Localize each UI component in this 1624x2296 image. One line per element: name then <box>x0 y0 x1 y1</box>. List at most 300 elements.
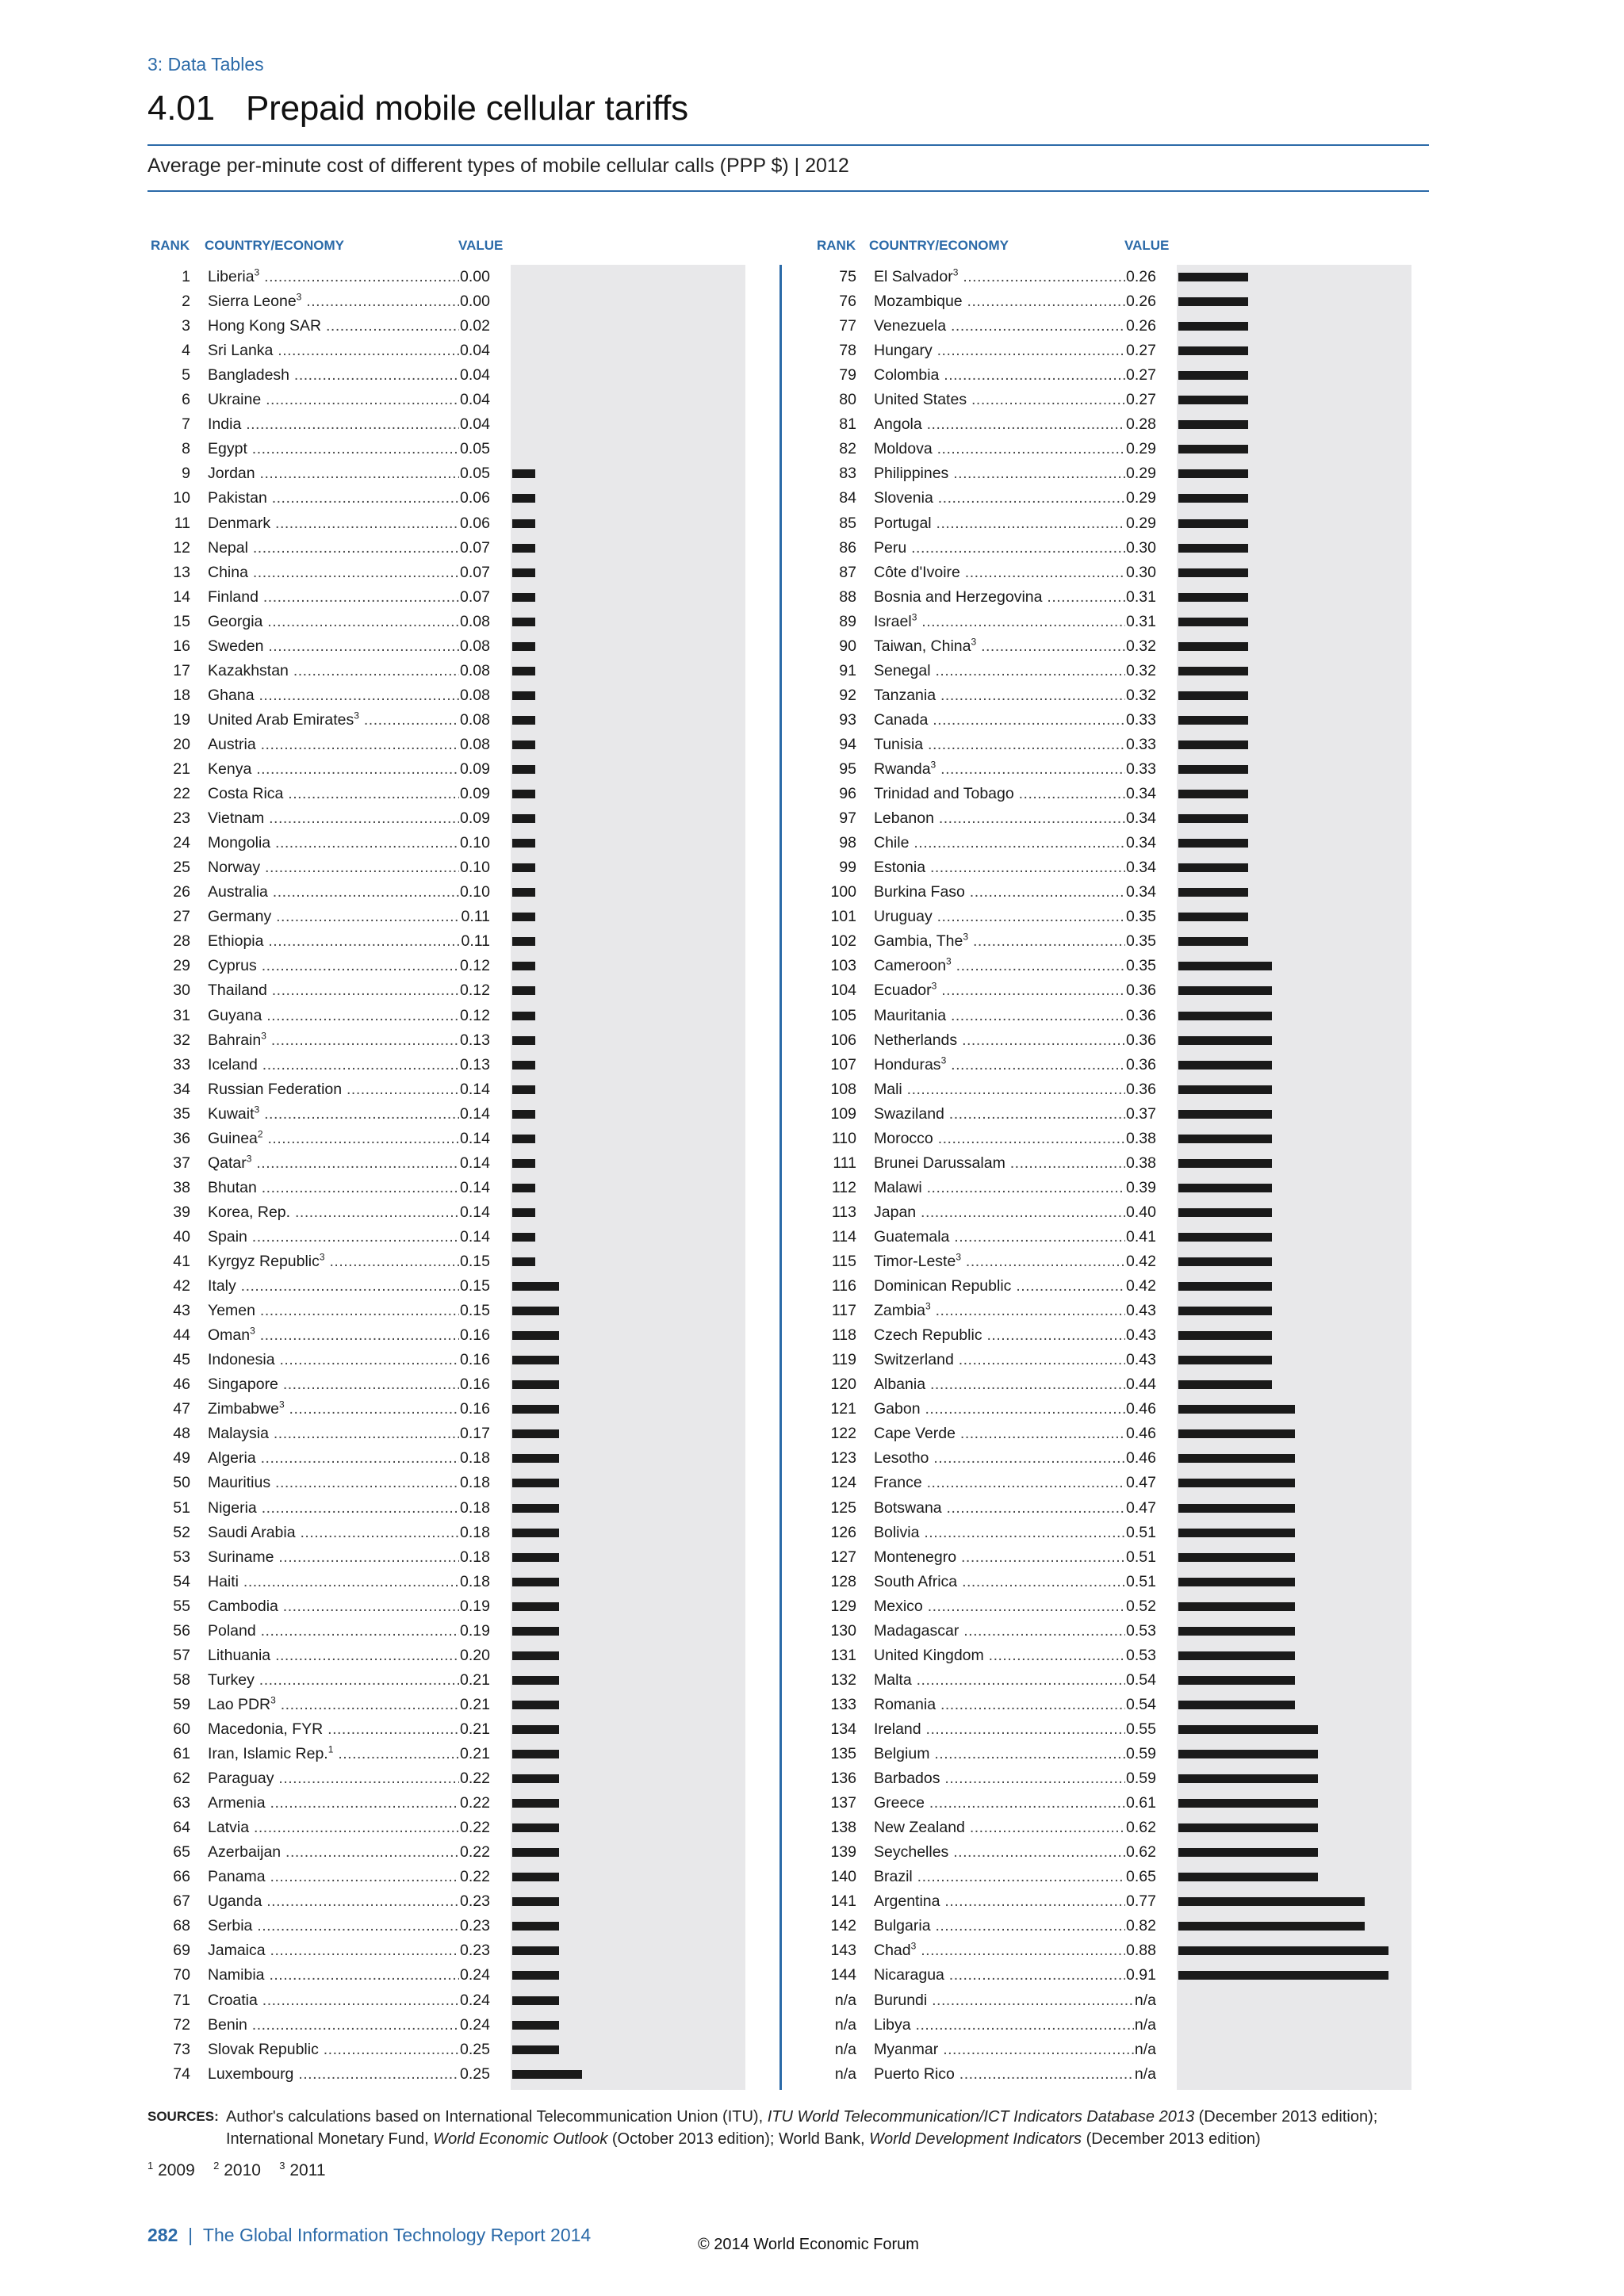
rank-cell: 18 <box>173 686 190 704</box>
country-cell <box>208 1225 469 1249</box>
country-name: Italy <box>208 1277 236 1295</box>
value-bar <box>512 2021 559 2030</box>
value-cell: 0.04 <box>459 412 490 437</box>
value-bar <box>512 1750 559 1758</box>
value-cell: 0.23 <box>459 1938 490 1963</box>
country-cell <box>874 1102 1136 1127</box>
rank-cell: 75 <box>839 268 856 285</box>
rank-cell: 73 <box>173 2040 190 2058</box>
value-bar <box>1178 1282 1272 1291</box>
rank-cell: 36 <box>173 1129 190 1147</box>
rank-cell: 99 <box>839 859 856 877</box>
value-cell: 0.06 <box>459 486 490 511</box>
country-name: Paraguay <box>208 1770 274 1788</box>
table-row <box>817 1102 1156 1127</box>
rank-cell: 143 <box>830 1942 856 1960</box>
table-row <box>817 1988 1156 2013</box>
value-cell: 0.05 <box>459 437 490 461</box>
value-cell: 0.04 <box>459 339 490 363</box>
rank-cell: 35 <box>173 1104 190 1123</box>
rank-cell: 2 <box>182 293 190 311</box>
country-name: United States <box>874 391 967 409</box>
table-row <box>151 757 490 782</box>
value-bar <box>1178 1380 1272 1389</box>
table-row <box>817 1028 1156 1053</box>
country-name: Barbados <box>874 1770 940 1788</box>
value-cell: 0.27 <box>1125 388 1156 412</box>
table-row <box>817 1496 1156 1521</box>
value-bar <box>512 494 535 503</box>
value-cell: 0.21 <box>459 1742 490 1766</box>
rank-cell: 121 <box>830 1400 856 1418</box>
rank-cell: 71 <box>173 1991 190 2009</box>
country-cell <box>208 1619 469 1644</box>
country-name: Romania <box>874 1695 936 1713</box>
table-row <box>151 1816 490 1840</box>
table-row <box>817 1594 1156 1619</box>
table-row <box>817 265 1156 289</box>
country-name: Cameroon <box>874 957 947 975</box>
footnote-mark: 3 <box>261 1030 266 1042</box>
country-name: Serbia <box>208 1917 253 1935</box>
country-name: Mauritania <box>874 1006 947 1024</box>
table-row <box>817 511 1156 536</box>
country-cell <box>208 610 469 634</box>
value-cell: 0.25 <box>459 2062 490 2087</box>
footnote-mark: 3 <box>279 2160 285 2172</box>
value-cell: 0.18 <box>459 1446 490 1471</box>
column-divider <box>779 265 782 2090</box>
value-bar <box>1178 1578 1295 1586</box>
country-name: Lebanon <box>874 809 934 828</box>
country-name: Switzerland <box>874 1351 954 1369</box>
footnote-mark: 3 <box>930 759 936 771</box>
sources-text <box>226 2106 1448 2150</box>
country-cell <box>208 1397 469 1422</box>
value-bar <box>512 913 535 921</box>
rank-cell: 93 <box>839 710 856 729</box>
rank-cell: 109 <box>830 1104 856 1123</box>
country-cell <box>874 978 1136 1003</box>
rank-cell: 60 <box>173 1720 190 1738</box>
value-bar <box>512 1529 559 1537</box>
country-name: Kyrgyz Republic <box>208 1253 320 1270</box>
country-cell <box>874 1988 1136 2013</box>
value-cell: 0.08 <box>459 733 490 757</box>
country-cell <box>208 1102 469 1127</box>
country-cell <box>208 1274 469 1299</box>
table-row <box>151 1865 490 1889</box>
table-row <box>817 1348 1156 1372</box>
country-cell <box>208 1889 469 1914</box>
country-cell <box>208 289 469 314</box>
country-cell <box>874 1742 1136 1766</box>
value-cell: 0.43 <box>1125 1323 1156 1348</box>
value-bar <box>512 716 535 725</box>
country-name: Estonia <box>874 859 926 877</box>
country-name: Guyana <box>208 1006 262 1024</box>
footnote-mark: 3 <box>254 1104 260 1115</box>
value-cell: 0.91 <box>1125 1963 1156 1988</box>
country-cell <box>874 437 1136 461</box>
table-row <box>151 1594 490 1619</box>
rank-cell: 4 <box>182 342 190 360</box>
country-name: Latvia <box>208 1819 250 1837</box>
country-cell <box>874 1004 1136 1028</box>
table-row <box>817 1938 1156 1963</box>
country-name: Algeria <box>208 1449 256 1468</box>
table-row <box>151 1570 490 1594</box>
table-row <box>817 1717 1156 1742</box>
country-name: Morocco <box>874 1129 933 1147</box>
table-row <box>817 1521 1156 1545</box>
value-bar <box>512 1504 559 1513</box>
country-cell <box>874 1914 1136 1938</box>
country-name: Singapore <box>208 1376 278 1394</box>
table-row <box>151 1791 490 1816</box>
country-cell <box>208 1151 469 1176</box>
country-cell <box>874 1225 1136 1249</box>
country-cell <box>208 1914 469 1938</box>
table-row <box>817 831 1156 855</box>
rank-cell: 119 <box>831 1351 856 1369</box>
country-name: Armenia <box>208 1794 266 1812</box>
footnote-mark: 3 <box>925 1300 931 1312</box>
country-name: Namibia <box>208 1966 265 1984</box>
value-cell: 0.15 <box>459 1249 490 1274</box>
table-row <box>817 659 1156 683</box>
country-name: Oman <box>208 1326 251 1345</box>
table-row <box>817 1225 1156 1249</box>
rank-cell: 129 <box>830 1597 856 1615</box>
value-cell: 0.09 <box>459 806 490 831</box>
table-row <box>151 1028 490 1053</box>
value-bar <box>512 1676 559 1685</box>
value-bar <box>1178 986 1272 995</box>
value-cell: 0.42 <box>1125 1249 1156 1274</box>
country-name: Kazakhstan <box>208 661 289 679</box>
table-row <box>817 733 1156 757</box>
value-cell: 0.26 <box>1125 265 1156 289</box>
value-cell: 0.35 <box>1125 929 1156 954</box>
value-cell: 0.29 <box>1125 437 1156 461</box>
country-cell <box>208 1816 469 1840</box>
country-name: Bahrain <box>208 1031 262 1049</box>
rank-cell: 54 <box>173 1572 190 1590</box>
footnote-mark: 1 <box>147 2160 154 2172</box>
value-cell: 0.13 <box>459 1028 490 1053</box>
table-row <box>151 314 490 339</box>
rank-cell: 142 <box>830 1917 856 1935</box>
value-bar <box>1178 1676 1295 1685</box>
table-row <box>151 561 490 585</box>
country-name: Argentina <box>874 1892 940 1911</box>
value-cell: 0.16 <box>459 1372 490 1397</box>
value-cell: 0.62 <box>1125 1840 1156 1865</box>
country-cell <box>874 1840 1136 1865</box>
value-bar <box>512 1012 535 1020</box>
country-name: Saudi Arabia <box>208 1523 296 1541</box>
country-cell <box>208 1004 469 1028</box>
value-cell: 0.21 <box>459 1717 490 1742</box>
value-bar <box>1178 667 1248 675</box>
table-row <box>817 683 1156 708</box>
country-name: Timor-Leste <box>874 1253 956 1270</box>
value-cell: n/a <box>1134 2062 1156 2087</box>
rank-cell: 46 <box>173 1376 190 1394</box>
value-bar <box>1178 1307 1272 1315</box>
value-cell: n/a <box>1134 1988 1156 2013</box>
country-cell <box>874 1397 1136 1422</box>
header-country-left: COUNTRY/ECONOMY <box>205 238 344 253</box>
rank-cell: 37 <box>173 1154 190 1172</box>
value-bar <box>1178 346 1248 355</box>
table-row <box>151 2062 490 2087</box>
table-row <box>151 1274 490 1299</box>
value-bar <box>512 1405 559 1414</box>
country-cell <box>874 1372 1136 1397</box>
rank-cell: 89 <box>839 612 856 630</box>
country-name: Netherlands <box>874 1031 958 1049</box>
table-row <box>151 610 490 634</box>
rank-cell: 130 <box>830 1621 856 1640</box>
country-cell <box>874 1791 1136 1816</box>
value-bar <box>1178 544 1248 553</box>
table-row <box>151 855 490 880</box>
country-cell <box>874 1668 1136 1693</box>
country-cell <box>874 1323 1136 1348</box>
table-row <box>151 1397 490 1422</box>
sources-note <box>147 2106 1448 2150</box>
rank-cell: 6 <box>182 391 190 409</box>
country-cell <box>208 733 469 757</box>
rank-cell: 43 <box>173 1302 190 1320</box>
rank-cell: 11 <box>174 514 190 532</box>
country-cell <box>874 1717 1136 1742</box>
value-bar <box>1178 1429 1295 1438</box>
table-row <box>151 2038 490 2062</box>
table-row <box>151 437 490 461</box>
footnote-text: 2011 <box>289 2161 326 2179</box>
value-cell: 0.44 <box>1125 1372 1156 1397</box>
value-bar <box>1178 1848 1318 1857</box>
country-name: Uruguay <box>874 908 933 926</box>
rank-cell: 61 <box>173 1745 190 1762</box>
value-cell: 0.23 <box>459 1914 490 1938</box>
table-row <box>817 1668 1156 1693</box>
country-name: Belgium <box>874 1745 930 1762</box>
table-row <box>151 1299 490 1323</box>
country-name: Colombia <box>874 366 940 385</box>
value-bar <box>512 1036 535 1045</box>
country-name: Gambia, The <box>874 932 963 951</box>
country-cell <box>874 339 1136 363</box>
country-name: Angola <box>874 415 922 434</box>
footnote-mark: 3 <box>963 931 969 943</box>
country-name: Peru <box>874 538 907 557</box>
rank-cell: 63 <box>173 1794 190 1812</box>
country-cell <box>874 1938 1136 1963</box>
value-cell: 0.08 <box>459 610 490 634</box>
value-bar <box>512 519 535 528</box>
value-cell: 0.51 <box>1125 1570 1156 1594</box>
value-bar <box>512 1651 559 1660</box>
country-name: Costa Rica <box>208 785 284 803</box>
country-cell <box>208 1053 469 1077</box>
value-cell: 0.32 <box>1125 634 1156 659</box>
value-cell: 0.10 <box>459 880 490 905</box>
rank-cell: 47 <box>173 1400 190 1418</box>
rank-cell: 116 <box>831 1277 856 1295</box>
country-cell <box>874 289 1136 314</box>
country-cell <box>208 978 469 1003</box>
title-rule <box>147 144 1429 146</box>
value-cell: 0.46 <box>1125 1422 1156 1446</box>
table-row <box>817 1791 1156 1816</box>
footer-separator: | <box>188 2225 193 2245</box>
rank-cell: 69 <box>173 1942 190 1960</box>
country-name: Senegal <box>874 661 931 679</box>
table-row <box>151 1151 490 1176</box>
country-cell <box>874 1471 1136 1495</box>
country-name: Tanzania <box>874 686 936 704</box>
rank-cell: 91 <box>839 661 856 679</box>
country-name: Bangladesh <box>208 366 290 385</box>
value-bar <box>512 986 535 995</box>
country-cell <box>208 388 469 412</box>
footnote-mark: 3 <box>911 611 917 623</box>
value-bar <box>512 1725 559 1734</box>
value-bar <box>512 1996 559 2005</box>
value-cell: 0.24 <box>459 1988 490 2013</box>
table-row <box>151 1471 490 1495</box>
table-row <box>151 954 490 978</box>
country-name: United Arab Emirates <box>208 710 354 729</box>
table-row <box>151 363 490 388</box>
rank-cell: 87 <box>839 563 856 581</box>
country-name: Ghana <box>208 686 255 704</box>
value-cell: 0.34 <box>1125 880 1156 905</box>
value-cell: 0.59 <box>1125 1742 1156 1766</box>
table-row <box>151 1988 490 2013</box>
rank-cell: 24 <box>173 834 190 852</box>
value-bar <box>1178 1356 1272 1364</box>
value-bar <box>512 1429 559 1438</box>
value-cell: 0.21 <box>459 1693 490 1717</box>
country-cell <box>874 314 1136 339</box>
table-row <box>817 585 1156 610</box>
rank-cell: 66 <box>173 1868 190 1886</box>
country-cell <box>874 1594 1136 1619</box>
value-bar <box>1178 519 1248 528</box>
value-cell: 0.40 <box>1125 1200 1156 1225</box>
country-name: El Salvador <box>874 268 953 285</box>
country-cell <box>874 2038 1136 2062</box>
value-cell: 0.06 <box>459 511 490 536</box>
value-bar <box>1178 1504 1295 1513</box>
value-bar <box>1178 1701 1295 1709</box>
value-bar <box>1178 494 1248 503</box>
rank-cell: 118 <box>831 1326 856 1345</box>
value-cell: 0.18 <box>459 1496 490 1521</box>
rank-cell: 40 <box>173 1227 190 1246</box>
header-value-left: VALUE <box>458 238 504 253</box>
country-name: Venezuela <box>874 317 947 335</box>
table-row <box>151 1644 490 1668</box>
value-bar <box>1178 1553 1295 1562</box>
footnote-mark: 3 <box>319 1251 325 1263</box>
table-row <box>151 1914 490 1938</box>
country-cell <box>874 1816 1136 1840</box>
country-name: Suriname <box>208 1548 274 1566</box>
rank-cell: 7 <box>182 415 190 434</box>
value-bar <box>512 2070 582 2079</box>
footnote-mark: 1 <box>327 1743 334 1755</box>
table-row <box>817 1446 1156 1471</box>
table-row <box>151 1496 490 1521</box>
rank-cell: 90 <box>839 637 856 655</box>
country-name: Malaysia <box>208 1425 269 1443</box>
country-cell <box>874 1570 1136 1594</box>
value-bar <box>512 1553 559 1562</box>
country-cell <box>208 782 469 806</box>
country-cell <box>874 929 1136 954</box>
country-name: Puerto Rico <box>874 2064 955 2083</box>
country-name: New Zealand <box>874 1819 965 1837</box>
rank-cell: 100 <box>830 883 856 901</box>
table-row <box>817 954 1156 978</box>
rank-cell: 133 <box>830 1695 856 1713</box>
value-bar <box>512 469 535 478</box>
value-bar <box>512 1701 559 1709</box>
table-row <box>817 363 1156 388</box>
value-cell: 0.53 <box>1125 1644 1156 1668</box>
value-cell: 0.12 <box>459 1004 490 1028</box>
value-cell: 0.08 <box>459 708 490 733</box>
rank-cell: 82 <box>839 440 856 458</box>
country-cell <box>208 339 469 363</box>
value-bar <box>512 1331 559 1340</box>
value-cell: 0.13 <box>459 1053 490 1077</box>
country-cell <box>874 782 1136 806</box>
value-cell: 0.59 <box>1125 1766 1156 1791</box>
footer <box>147 2225 591 2246</box>
rank-cell: 10 <box>173 489 190 507</box>
footnote-mark: 3 <box>254 266 260 278</box>
value-bar <box>1178 297 1248 306</box>
country-cell <box>208 880 469 905</box>
country-name: Georgia <box>208 612 263 630</box>
value-bar <box>512 1208 535 1217</box>
value-bar <box>1178 962 1272 970</box>
value-cell: 0.22 <box>459 1766 490 1791</box>
rank-cell: 22 <box>173 785 190 803</box>
value-cell: 0.10 <box>459 831 490 855</box>
table-row <box>151 1200 490 1225</box>
country-cell <box>208 1938 469 1963</box>
country-name: Czech Republic <box>874 1326 982 1345</box>
table-row <box>151 1889 490 1914</box>
table-row <box>817 1840 1156 1865</box>
value-bar <box>512 1356 559 1364</box>
table-row <box>151 486 490 511</box>
value-cell: 0.53 <box>1125 1619 1156 1644</box>
value-cell: 0.22 <box>459 1816 490 1840</box>
value-bar <box>512 1823 559 1832</box>
footnote-text: 2010 <box>224 2161 261 2179</box>
footnote-mark: 3 <box>296 291 302 303</box>
country-cell <box>874 1766 1136 1791</box>
